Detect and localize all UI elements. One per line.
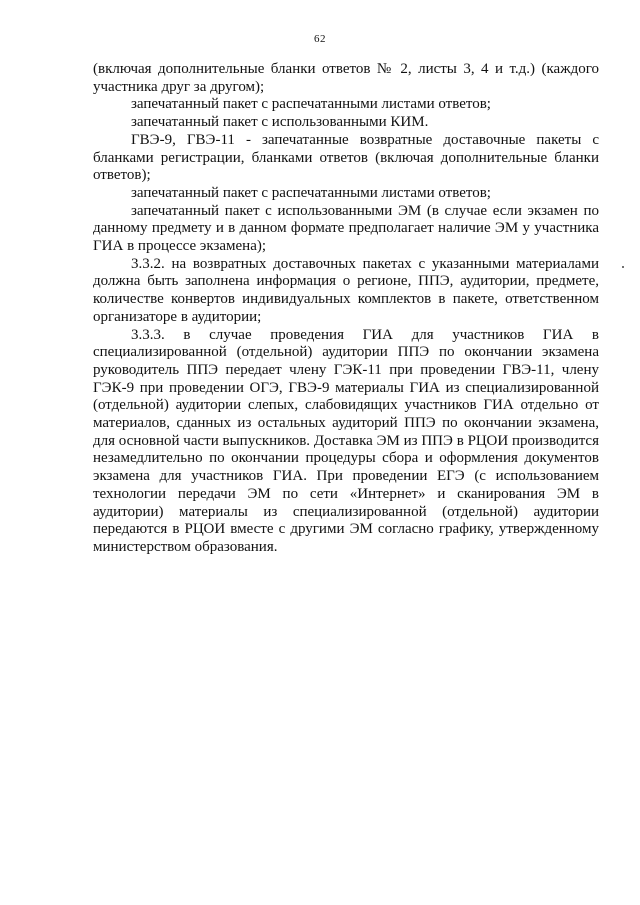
paragraph-5: запечатанный пакет с распечатанными листами ответов; xyxy=(131,184,491,201)
paragraph-3: запечатанный пакет с использованными КИМ. xyxy=(131,114,429,131)
paragraph-1: (включая дополнительные бланки ответов № 2, листы 3, 4 и т.д.) (каждого участника друг за другом); xyxy=(93,61,599,95)
paragraph-8: 3.3.3. в случае проведения ГИА для участников ГИА в специализированной (отдельной) аудитории ППЭ по окончании экзамена руководитель ППЭ передает члену ГЭК-11 при проведении ГВЭ-11, члену ГЭК-9 при проведении ОГЭ, ГВЭ-9 материалы ГИА из специализированной (отдельной) аудитории слепых, слабовидящих участников ГИА отдельно от материалов, сданных из остальных аудиторий ППЭ по окончании экзамена, для основной части выпускников. Доставка ЭМ из ППЭ в РЦОИ производится незамедлительно по окончании процедуры сбора и оформления документов экзамена для участников ГИА. При проведении ЕГЭ (с использованием технологии передачи ЭМ по сети «Интернет» и сканирования ЭМ в аудитории) материалы из специализированной (отдельной) аудитории передаются в РЦОИ вместе с другими ЭМ согласно графику, утвержденному министерством образования. xyxy=(93,326,599,555)
paragraph-6: запечатанный пакет с использованными ЭМ (в случае если экзамен по данному предмету и в данном формате предполагает наличие ЭМ у участника ГИА в процессе экзамена); xyxy=(93,202,599,255)
page-number: 62 xyxy=(314,33,326,45)
paragraph-4: ГВЭ-9, ГВЭ-11 - запечатанные возвратные доставочные пакеты с бланками регистрации, бланками ответов (включая дополнительные бланки ответов); xyxy=(93,131,599,184)
paragraph-7: 3.3.2. на возвратных доставочных пакетах с указанными материалами должна быть заполнена информация о регионе, ППЭ, аудитории, предмете, количестве конвертов индивидуальных комплектов в пакете, ответственном организаторе в аудитории; xyxy=(93,255,599,325)
paragraph-2: запечатанный пакет с распечатанными листами ответов; xyxy=(131,96,491,113)
document-body xyxy=(93,61,599,557)
scan-speck xyxy=(622,266,624,268)
